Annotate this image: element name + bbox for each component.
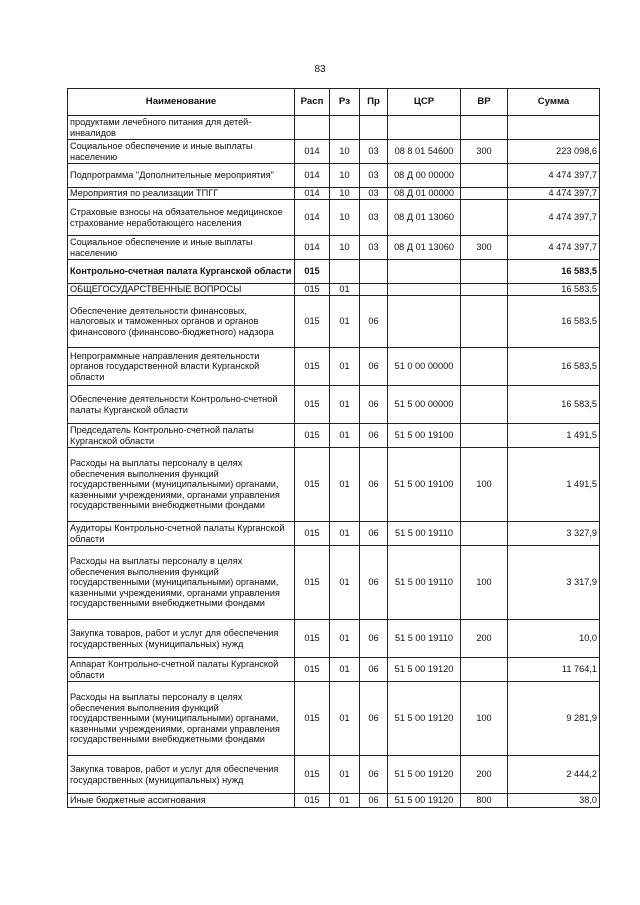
header-name: Наименование xyxy=(68,89,295,116)
cell-csr: 08 Д 00 00000 xyxy=(388,164,461,188)
cell-name: Закупка товаров, работ и услуг для обеспечения государственных (муниципальных) нужд xyxy=(68,620,295,658)
table-row xyxy=(68,348,600,386)
header-pr: Пр xyxy=(360,89,388,116)
cell-sum: 223 098,6 xyxy=(508,140,600,164)
cell-rz: 01 xyxy=(330,620,360,658)
cell-pr: 06 xyxy=(360,448,388,522)
cell-rz: 10 xyxy=(330,200,360,236)
cell-name: Председатель Контрольно-счетной палаты Курганской области xyxy=(68,424,295,448)
cell-pr: 03 xyxy=(360,164,388,188)
cell-rasp: 015 xyxy=(295,448,330,522)
cell-rz: 01 xyxy=(330,756,360,794)
table-row xyxy=(68,140,600,164)
cell-rz: 10 xyxy=(330,140,360,164)
cell-csr: 51 5 00 19120 xyxy=(388,658,461,682)
cell-sum: 10,0 xyxy=(508,620,600,658)
cell-name: Обеспечение деятельности финансовых, налоговых и таможенных органов и органов финансового (финансово-бюджетного) надзора xyxy=(68,296,295,348)
cell-vr: 200 xyxy=(461,756,508,794)
cell-rasp: 015 xyxy=(295,546,330,620)
header-sum: Сумма xyxy=(508,89,600,116)
cell-rz: 10 xyxy=(330,164,360,188)
cell-csr: 08 8 01 54600 xyxy=(388,140,461,164)
cell-rz xyxy=(330,260,360,284)
cell-name: Контрольно-счетная палата Курганской области xyxy=(68,260,295,284)
header-rz: Рз xyxy=(330,89,360,116)
cell-vr xyxy=(461,522,508,546)
table-row xyxy=(68,284,600,296)
cell-name: Непрограммные направления деятельности органов государственной власти Курганской области xyxy=(68,348,295,386)
cell-name: Аппарат Контрольно-счетной палаты Курганской области xyxy=(68,658,295,682)
cell-name: Мероприятия по реализации ТПГГ xyxy=(68,188,295,200)
header-vr: ВР xyxy=(461,89,508,116)
cell-csr: 51 5 00 19120 xyxy=(388,682,461,756)
cell-sum: 3 317,9 xyxy=(508,546,600,620)
table-row xyxy=(68,296,600,348)
cell-rz: 01 xyxy=(330,424,360,448)
cell-rz: 01 xyxy=(330,386,360,424)
cell-pr: 06 xyxy=(360,682,388,756)
cell-vr xyxy=(461,188,508,200)
cell-sum xyxy=(508,116,600,140)
table-row xyxy=(68,116,600,140)
cell-rz: 01 xyxy=(330,546,360,620)
table-row xyxy=(68,386,600,424)
cell-vr xyxy=(461,424,508,448)
cell-rasp xyxy=(295,116,330,140)
cell-csr xyxy=(388,260,461,284)
cell-vr: 200 xyxy=(461,620,508,658)
cell-pr: 06 xyxy=(360,794,388,808)
cell-rasp: 015 xyxy=(295,682,330,756)
cell-name: Подпрограмма "Дополнительные мероприятия" xyxy=(68,164,295,188)
cell-vr xyxy=(461,260,508,284)
cell-sum: 4 474 397,7 xyxy=(508,164,600,188)
cell-csr: 51 0 00 00000 xyxy=(388,348,461,386)
page-number: 83 xyxy=(314,64,326,75)
cell-rasp: 015 xyxy=(295,522,330,546)
table-row xyxy=(68,620,600,658)
cell-rz: 01 xyxy=(330,348,360,386)
cell-sum: 1 491,5 xyxy=(508,448,600,522)
cell-sum: 4 474 397,7 xyxy=(508,236,600,260)
cell-rz: 10 xyxy=(330,188,360,200)
cell-name: ОБЩЕГОСУДАРСТВЕННЫЕ ВОПРОСЫ xyxy=(68,284,295,296)
cell-vr: 100 xyxy=(461,546,508,620)
cell-pr: 03 xyxy=(360,236,388,260)
cell-vr: 100 xyxy=(461,448,508,522)
cell-csr: 51 5 00 19120 xyxy=(388,756,461,794)
cell-sum: 1 491,5 xyxy=(508,424,600,448)
cell-name: Социальное обеспечение и иные выплаты населению xyxy=(68,140,295,164)
cell-csr xyxy=(388,296,461,348)
cell-pr xyxy=(360,116,388,140)
table-row xyxy=(68,756,600,794)
header-csr: ЦСР xyxy=(388,89,461,116)
cell-vr xyxy=(461,116,508,140)
cell-pr: 06 xyxy=(360,546,388,620)
cell-name: Обеспечение деятельности Контрольно-счетной палаты Курганской области xyxy=(68,386,295,424)
table-row xyxy=(68,794,600,808)
cell-csr xyxy=(388,284,461,296)
cell-sum: 9 281,9 xyxy=(508,682,600,756)
cell-vr xyxy=(461,348,508,386)
table-header-row xyxy=(68,89,600,116)
cell-sum: 2 444,2 xyxy=(508,756,600,794)
table-body xyxy=(68,116,600,808)
cell-vr xyxy=(461,296,508,348)
cell-pr: 06 xyxy=(360,620,388,658)
cell-pr: 03 xyxy=(360,188,388,200)
cell-sum: 16 583,5 xyxy=(508,260,600,284)
cell-rasp: 014 xyxy=(295,188,330,200)
cell-rz xyxy=(330,116,360,140)
cell-sum: 3 327,9 xyxy=(508,522,600,546)
cell-rasp: 014 xyxy=(295,140,330,164)
cell-name: Расходы на выплаты персоналу в целях обеспечения выполнения функций государственными (муниципальными) органами, казенными учреждениями, органами управления государственными внебюджетными фондами xyxy=(68,682,295,756)
cell-csr: 08 Д 01 00000 xyxy=(388,188,461,200)
cell-rz: 01 xyxy=(330,296,360,348)
cell-vr xyxy=(461,386,508,424)
cell-rz: 10 xyxy=(330,236,360,260)
cell-sum: 4 474 397,7 xyxy=(508,188,600,200)
cell-name: Расходы на выплаты персоналу в целях обеспечения выполнения функций государственными (муниципальными) органами, казенными учреждениями, органами управления государственными внебюджетными фондами xyxy=(68,448,295,522)
cell-name: Страховые взносы на обязательное медицинское страхование неработающего населения xyxy=(68,200,295,236)
cell-name: Аудиторы Контрольно-счетной палаты Курганской области xyxy=(68,522,295,546)
cell-vr: 800 xyxy=(461,794,508,808)
cell-pr: 06 xyxy=(360,424,388,448)
cell-pr: 06 xyxy=(360,296,388,348)
cell-sum: 16 583,5 xyxy=(508,284,600,296)
cell-sum: 38,0 xyxy=(508,794,600,808)
cell-rasp: 014 xyxy=(295,236,330,260)
cell-vr xyxy=(461,284,508,296)
table-row xyxy=(68,448,600,522)
cell-csr: 51 5 00 19110 xyxy=(388,522,461,546)
cell-rasp: 015 xyxy=(295,794,330,808)
table-row xyxy=(68,260,600,284)
cell-name: Социальное обеспечение и иные выплаты населению xyxy=(68,236,295,260)
cell-sum: 4 474 397,7 xyxy=(508,200,600,236)
table-row xyxy=(68,424,600,448)
cell-vr: 100 xyxy=(461,682,508,756)
cell-csr: 51 5 00 19100 xyxy=(388,424,461,448)
cell-csr: 51 5 00 19120 xyxy=(388,794,461,808)
cell-csr: 08 Д 01 13060 xyxy=(388,236,461,260)
table-row xyxy=(68,200,600,236)
cell-rz: 01 xyxy=(330,682,360,756)
cell-csr: 51 5 00 19100 xyxy=(388,448,461,522)
cell-vr: 300 xyxy=(461,236,508,260)
cell-name: Закупка товаров, работ и услуг для обеспечения государственных (муниципальных) нужд xyxy=(68,756,295,794)
cell-name: продуктами лечебного питания для детей-инвалидов xyxy=(68,116,295,140)
cell-name: Расходы на выплаты персоналу в целях обеспечения выполнения функций государственными (муниципальными) органами, казенными учреждениями, органами управления государственными внебюджетными фондами xyxy=(68,546,295,620)
cell-rz: 01 xyxy=(330,448,360,522)
cell-rasp: 015 xyxy=(295,348,330,386)
cell-rasp: 015 xyxy=(295,620,330,658)
cell-rasp: 015 xyxy=(295,658,330,682)
cell-csr: 08 Д 01 13060 xyxy=(388,200,461,236)
cell-rasp: 015 xyxy=(295,386,330,424)
cell-vr xyxy=(461,164,508,188)
cell-rz: 01 xyxy=(330,522,360,546)
cell-pr: 06 xyxy=(360,522,388,546)
cell-sum: 16 583,5 xyxy=(508,296,600,348)
cell-pr: 06 xyxy=(360,756,388,794)
cell-rasp: 015 xyxy=(295,260,330,284)
cell-rasp: 015 xyxy=(295,296,330,348)
cell-csr: 51 5 00 19110 xyxy=(388,546,461,620)
header-rasp: Расп xyxy=(295,89,330,116)
cell-vr xyxy=(461,658,508,682)
cell-pr xyxy=(360,284,388,296)
cell-rasp: 015 xyxy=(295,424,330,448)
cell-name: Иные бюджетные ассигнования xyxy=(68,794,295,808)
table-row xyxy=(68,658,600,682)
cell-sum: 16 583,5 xyxy=(508,386,600,424)
table-row xyxy=(68,236,600,260)
cell-pr xyxy=(360,260,388,284)
cell-csr xyxy=(388,116,461,140)
cell-pr: 06 xyxy=(360,658,388,682)
table-row xyxy=(68,546,600,620)
cell-pr: 03 xyxy=(360,200,388,236)
table-row xyxy=(68,164,600,188)
cell-sum: 11 764,1 xyxy=(508,658,600,682)
cell-sum: 16 583,5 xyxy=(508,348,600,386)
cell-pr: 06 xyxy=(360,348,388,386)
cell-rz: 01 xyxy=(330,658,360,682)
table-row xyxy=(68,188,600,200)
cell-rasp: 014 xyxy=(295,200,330,236)
cell-csr: 51 5 00 00000 xyxy=(388,386,461,424)
cell-pr: 06 xyxy=(360,386,388,424)
table-row xyxy=(68,522,600,546)
cell-vr xyxy=(461,200,508,236)
cell-rasp: 014 xyxy=(295,164,330,188)
cell-vr: 300 xyxy=(461,140,508,164)
table-row xyxy=(68,682,600,756)
cell-rz: 01 xyxy=(330,794,360,808)
budget-table xyxy=(67,88,600,808)
cell-rz: 01 xyxy=(330,284,360,296)
cell-pr: 03 xyxy=(360,140,388,164)
cell-rasp: 015 xyxy=(295,756,330,794)
cell-csr: 51 5 00 19110 xyxy=(388,620,461,658)
cell-rasp: 015 xyxy=(295,284,330,296)
